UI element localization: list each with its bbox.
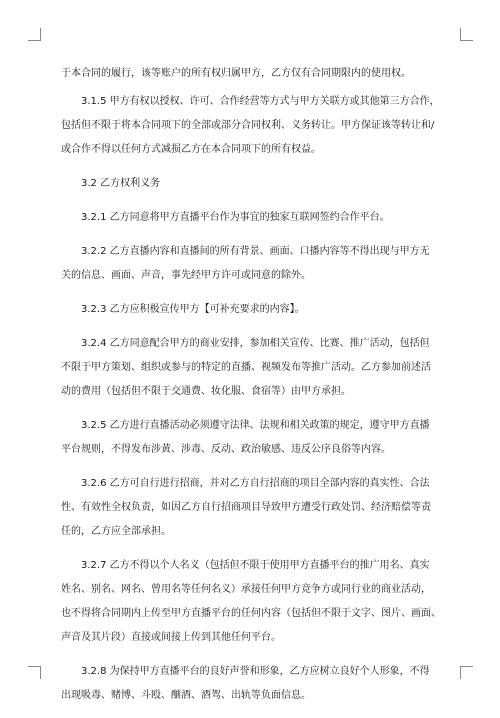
paragraph-line: 声音及其片段）直接或间接上传到其他任何平台。 <box>61 632 281 643</box>
paragraph-p1 <box>61 90 441 162</box>
paragraph-p5 <box>61 298 441 322</box>
paragraph-line: 3.2.2 乙方直播内容和直播间的所有背景、画面、口播内容等不得出现与甲方无 <box>81 246 430 257</box>
crop-mark-bottom-right <box>460 666 473 679</box>
paragraph-line: 关的信息、画面、声音，事先经甲方许可或同意的除外。 <box>61 270 311 281</box>
paragraph-p4 <box>61 240 441 288</box>
paragraph-line: 3.1.5 甲方有权以授权、许可、合作经营等方式与甲方关联方或其他第三方合作， <box>81 96 440 107</box>
paragraph-p8 <box>61 472 441 544</box>
crop-mark-top-right <box>460 28 473 41</box>
paragraph-line: 包括但不限于将本合同项下的全部或部分合同权利、义务转让。甲方保证该等转让和/ <box>61 120 435 131</box>
paragraph-line: 或合作不得以任何方式减损乙方在本合同项下的所有权益。 <box>61 144 321 155</box>
paragraph-p10 <box>61 660 441 708</box>
paragraph-p2 <box>61 172 441 196</box>
paragraph-line: 动的费用（包括但不限于交通费、妆化服、食宿等）由甲方承担。 <box>61 386 351 397</box>
paragraph-line: 3.2.3 乙方应积极宣传甲方【可补充要求的内容】。 <box>81 304 305 315</box>
paragraph-line: 平台规则，不得发布涉黄、涉毒、反动、政治敏感、违反公序良俗等内容。 <box>61 444 391 455</box>
document-body <box>61 62 441 718</box>
paragraph-p3 <box>61 206 441 230</box>
paragraph-line: 3.2.8 为保持甲方直播平台的良好声誉和形象，乙方应树立良好个人形象，不得 <box>81 666 430 677</box>
paragraph-line: 不限于甲方策划、组织或参与的特定的直播、视频发布等推广活动。乙方参加前述活 <box>61 362 431 373</box>
paragraph-p0 <box>61 62 441 86</box>
paragraph-line: 3.2.5 乙方进行直播活动必须遵守法律、法规和相关政策的规定，遵守甲方直播 <box>81 420 430 431</box>
paragraph-line: 姓名、别名、网名、曾用名等任何名义）承接任何甲方竞争方或同行业的商业活动， <box>61 584 431 595</box>
crop-mark-bottom-left <box>28 666 41 679</box>
crop-mark-top-left <box>28 28 41 41</box>
paragraph-line: 3.2.4 乙方同意配合甲方的商业安排，参加相关宣传、比赛、推广活动，包括但 <box>81 338 430 349</box>
paragraph-line: 3.2.7 乙方不得以个人名义（包括但不限于使用甲方直播平台的推广用名、真实 <box>81 560 430 571</box>
paragraph-line: 也不得将合同期内上传至甲方直播平台的任何内容（包括但不限于文字、图片、画面、 <box>61 608 441 619</box>
paragraph-p9 <box>61 554 441 650</box>
paragraph-p6 <box>61 332 441 404</box>
paragraph-line: 性、有效性全权负责，如因乙方自行招商项目导致甲方遭受行政处罚、经济赔偿等责 <box>61 502 431 513</box>
paragraph-line: 3.2.6 乙方可自行进行招商，并对乙方自行招商的项目全部内容的真实性、合法 <box>81 478 430 489</box>
paragraph-line: 3.2.1 乙方同意将甲方直播平台作为事宜的独家互联网签约合作平台。 <box>81 212 390 223</box>
paragraph-p7 <box>61 414 441 462</box>
paragraph-line: 出现吸毒、赌博、斗殴、酗酒、酒驾、出轨等负面信息。 <box>61 690 311 701</box>
paragraph-line: 3.2 乙方权利义务 <box>81 178 161 189</box>
paragraph-line: 任的，乙方应全部承担。 <box>61 526 171 537</box>
paragraph-line: 于本合同的履行，该等账户的所有权归属甲方，乙方仅有合同期限内的使用权。 <box>61 68 411 79</box>
